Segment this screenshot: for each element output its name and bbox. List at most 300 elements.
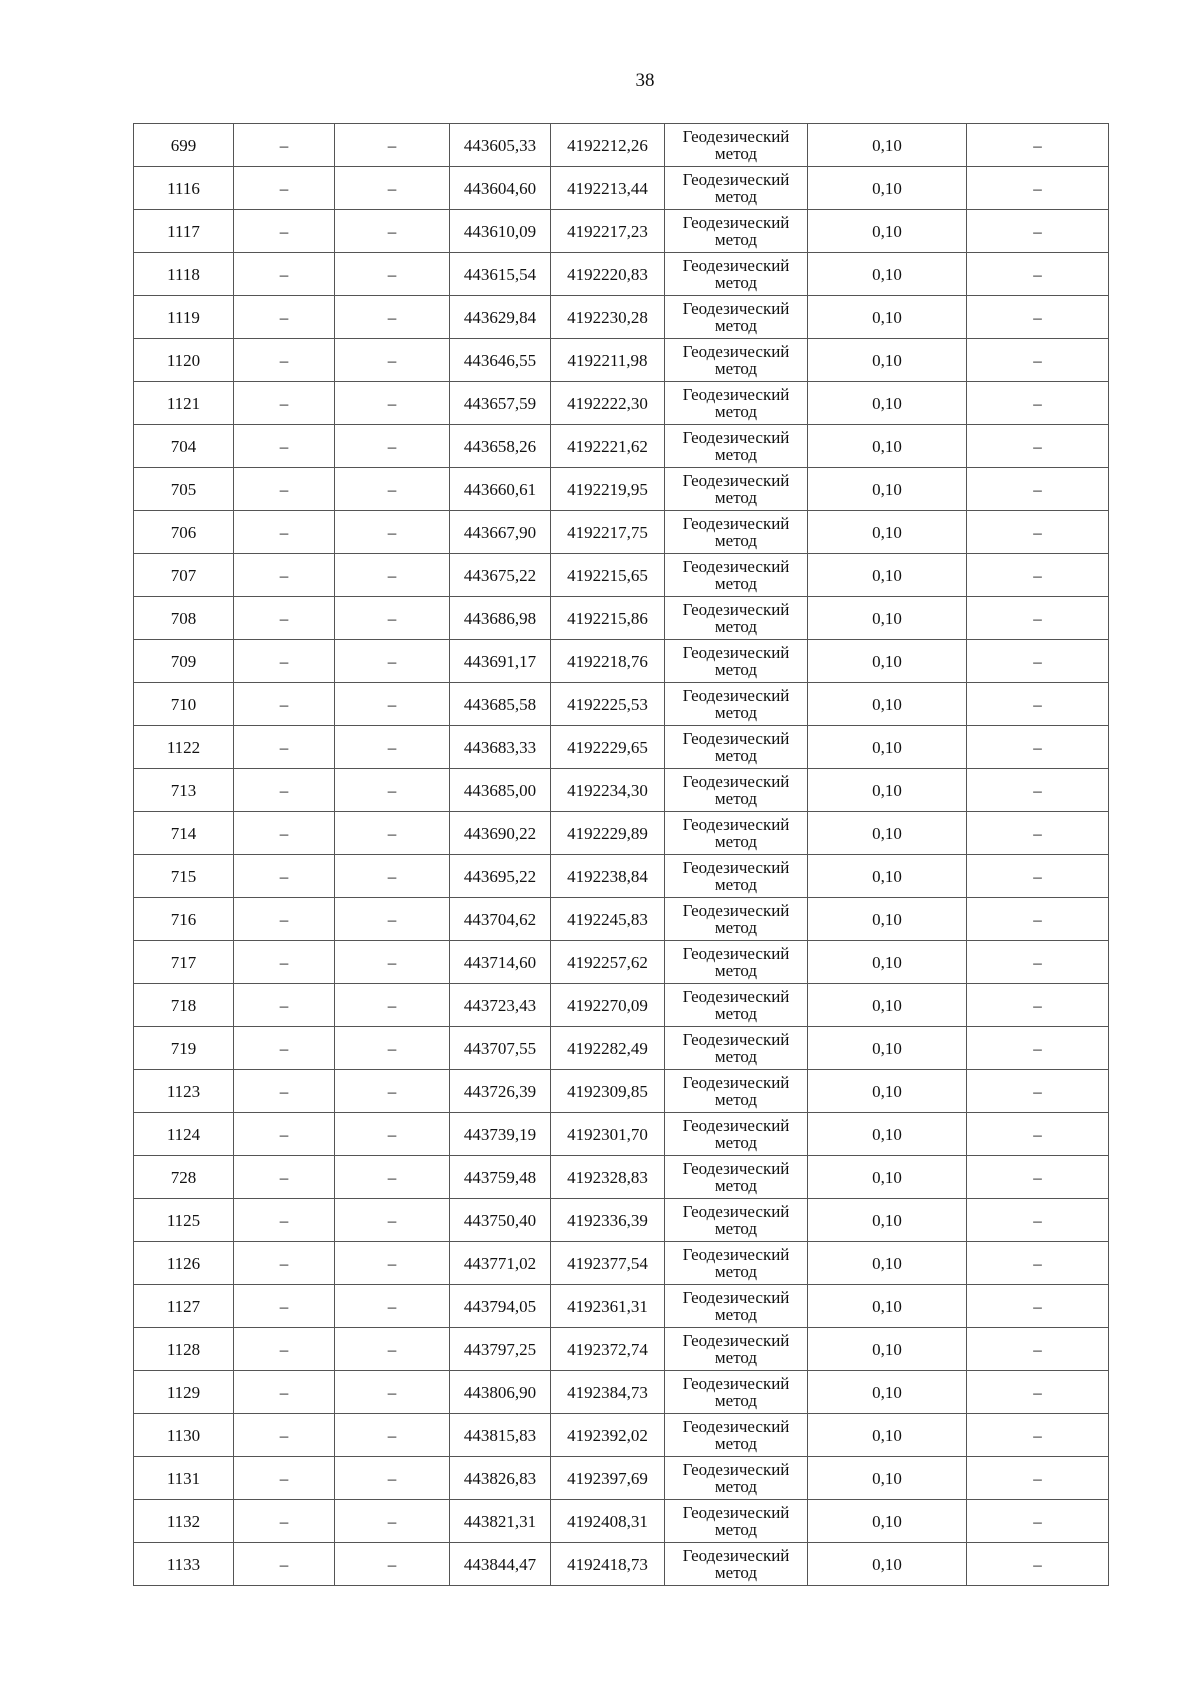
y-coordinate-cell: 4192238,84 bbox=[551, 855, 665, 898]
dash-cell: – bbox=[335, 898, 450, 941]
dash-cell: – bbox=[335, 124, 450, 167]
dash-cell: – bbox=[234, 1199, 335, 1242]
method-line-1: Геодезический bbox=[682, 1374, 790, 1393]
table-row bbox=[134, 1113, 1109, 1156]
method-cell bbox=[665, 1242, 808, 1285]
dash-cell: – bbox=[335, 769, 450, 812]
dash-cell: – bbox=[967, 296, 1109, 339]
dash-cell: – bbox=[335, 1156, 450, 1199]
method-line-1: Геодезический bbox=[682, 1073, 790, 1092]
method-cell bbox=[665, 425, 808, 468]
table-row bbox=[134, 468, 1109, 511]
table-row bbox=[134, 1156, 1109, 1199]
y-coordinate-cell: 4192336,39 bbox=[551, 1199, 665, 1242]
method-line-1: Геодезический bbox=[682, 213, 790, 232]
method-cell bbox=[665, 941, 808, 984]
x-coordinate-cell: 443660,61 bbox=[450, 468, 551, 511]
table-row bbox=[134, 339, 1109, 382]
method-cell bbox=[665, 511, 808, 554]
method-line-1: Геодезический bbox=[682, 944, 790, 963]
table-row bbox=[134, 1371, 1109, 1414]
accuracy-cell: 0,10 bbox=[808, 1285, 967, 1328]
dash-cell: – bbox=[335, 941, 450, 984]
dash-cell: – bbox=[967, 554, 1109, 597]
y-coordinate-cell: 4192222,30 bbox=[551, 382, 665, 425]
method-line-1: Геодезический bbox=[682, 729, 790, 748]
dash-cell: – bbox=[335, 1500, 450, 1543]
x-coordinate-cell: 443759,48 bbox=[450, 1156, 551, 1199]
y-coordinate-cell: 4192215,86 bbox=[551, 597, 665, 640]
method-line-1: Геодезический bbox=[682, 643, 790, 662]
y-coordinate-cell: 4192234,30 bbox=[551, 769, 665, 812]
accuracy-cell: 0,10 bbox=[808, 1027, 967, 1070]
dash-cell: – bbox=[335, 1328, 450, 1371]
dash-cell: – bbox=[234, 1457, 335, 1500]
dash-cell: – bbox=[967, 339, 1109, 382]
method-line-1: Геодезический bbox=[682, 1116, 790, 1135]
method-line-2: метод bbox=[714, 746, 758, 765]
point-number-cell: 1123 bbox=[134, 1070, 234, 1113]
x-coordinate-cell: 443797,25 bbox=[450, 1328, 551, 1371]
method-line-1: Геодезический bbox=[682, 1288, 790, 1307]
point-number-cell: 1118 bbox=[134, 253, 234, 296]
method-line-2: метод bbox=[714, 1219, 758, 1238]
y-coordinate-cell: 4192257,62 bbox=[551, 941, 665, 984]
method-cell bbox=[665, 1543, 808, 1586]
method-line-1: Геодезический bbox=[682, 299, 790, 318]
method-line-1: Геодезический bbox=[682, 1546, 790, 1565]
method-line-2: метод bbox=[714, 1090, 758, 1109]
method-line-2: метод bbox=[714, 1348, 758, 1367]
method-line-1: Геодезический bbox=[682, 1202, 790, 1221]
accuracy-cell: 0,10 bbox=[808, 898, 967, 941]
x-coordinate-cell: 443683,33 bbox=[450, 726, 551, 769]
accuracy-cell: 0,10 bbox=[808, 1414, 967, 1457]
x-coordinate-cell: 443615,54 bbox=[450, 253, 551, 296]
dash-cell: – bbox=[335, 253, 450, 296]
accuracy-cell: 0,10 bbox=[808, 812, 967, 855]
point-number-cell: 1126 bbox=[134, 1242, 234, 1285]
method-line-2: метод bbox=[714, 703, 758, 722]
dash-cell: – bbox=[335, 1199, 450, 1242]
point-number-cell: 715 bbox=[134, 855, 234, 898]
dash-cell: – bbox=[335, 468, 450, 511]
dash-cell: – bbox=[967, 511, 1109, 554]
table-row bbox=[134, 640, 1109, 683]
accuracy-cell: 0,10 bbox=[808, 1371, 967, 1414]
dash-cell: – bbox=[967, 1371, 1109, 1414]
dash-cell: – bbox=[335, 425, 450, 468]
accuracy-cell: 0,10 bbox=[808, 1156, 967, 1199]
y-coordinate-cell: 4192309,85 bbox=[551, 1070, 665, 1113]
method-cell bbox=[665, 1457, 808, 1500]
method-line-2: метод bbox=[714, 1391, 758, 1410]
method-line-1: Геодезический bbox=[682, 514, 790, 533]
y-coordinate-cell: 4192270,09 bbox=[551, 984, 665, 1027]
method-cell bbox=[665, 1371, 808, 1414]
dash-cell: – bbox=[967, 1156, 1109, 1199]
accuracy-cell: 0,10 bbox=[808, 683, 967, 726]
method-cell bbox=[665, 898, 808, 941]
method-line-1: Геодезический bbox=[682, 1159, 790, 1178]
accuracy-cell: 0,10 bbox=[808, 339, 967, 382]
x-coordinate-cell: 443771,02 bbox=[450, 1242, 551, 1285]
method-line-2: метод bbox=[714, 445, 758, 464]
method-line-2: метод bbox=[714, 574, 758, 593]
accuracy-cell: 0,10 bbox=[808, 769, 967, 812]
point-number-cell: 1132 bbox=[134, 1500, 234, 1543]
accuracy-cell: 0,10 bbox=[808, 597, 967, 640]
x-coordinate-cell: 443604,60 bbox=[450, 167, 551, 210]
method-line-1: Геодезический bbox=[682, 772, 790, 791]
table-row bbox=[134, 1070, 1109, 1113]
y-coordinate-cell: 4192372,74 bbox=[551, 1328, 665, 1371]
method-line-2: метод bbox=[714, 660, 758, 679]
point-number-cell: 1121 bbox=[134, 382, 234, 425]
table-row bbox=[134, 1199, 1109, 1242]
dash-cell: – bbox=[234, 253, 335, 296]
dash-cell: – bbox=[234, 769, 335, 812]
method-line-2: метод bbox=[714, 531, 758, 550]
method-cell bbox=[665, 554, 808, 597]
point-number-cell: 1119 bbox=[134, 296, 234, 339]
dash-cell: – bbox=[234, 1371, 335, 1414]
point-number-cell: 1133 bbox=[134, 1543, 234, 1586]
method-cell bbox=[665, 726, 808, 769]
dash-cell: – bbox=[335, 597, 450, 640]
accuracy-cell: 0,10 bbox=[808, 726, 967, 769]
point-number-cell: 1129 bbox=[134, 1371, 234, 1414]
method-line-1: Геодезический bbox=[682, 385, 790, 404]
table-row bbox=[134, 812, 1109, 855]
method-cell bbox=[665, 468, 808, 511]
method-line-2: метод bbox=[714, 1047, 758, 1066]
method-cell bbox=[665, 640, 808, 683]
x-coordinate-cell: 443826,83 bbox=[450, 1457, 551, 1500]
method-line-1: Геодезический bbox=[682, 600, 790, 619]
method-cell bbox=[665, 167, 808, 210]
dash-cell: – bbox=[967, 1027, 1109, 1070]
dash-cell: – bbox=[234, 1027, 335, 1070]
accuracy-cell: 0,10 bbox=[808, 554, 967, 597]
table-row bbox=[134, 382, 1109, 425]
y-coordinate-cell: 4192230,28 bbox=[551, 296, 665, 339]
method-line-2: метод bbox=[714, 316, 758, 335]
dash-cell: – bbox=[335, 1242, 450, 1285]
table-row bbox=[134, 1242, 1109, 1285]
dash-cell: – bbox=[967, 769, 1109, 812]
point-number-cell: 1116 bbox=[134, 167, 234, 210]
y-coordinate-cell: 4192218,76 bbox=[551, 640, 665, 683]
table-row bbox=[134, 597, 1109, 640]
dash-cell: – bbox=[967, 1242, 1109, 1285]
dash-cell: – bbox=[234, 210, 335, 253]
dash-cell: – bbox=[234, 1113, 335, 1156]
x-coordinate-cell: 443658,26 bbox=[450, 425, 551, 468]
y-coordinate-cell: 4192213,44 bbox=[551, 167, 665, 210]
x-coordinate-cell: 443714,60 bbox=[450, 941, 551, 984]
dash-cell: – bbox=[967, 253, 1109, 296]
dash-cell: – bbox=[234, 683, 335, 726]
point-number-cell: 719 bbox=[134, 1027, 234, 1070]
point-number-cell: 713 bbox=[134, 769, 234, 812]
x-coordinate-cell: 443646,55 bbox=[450, 339, 551, 382]
x-coordinate-cell: 443610,09 bbox=[450, 210, 551, 253]
page-number: 38 bbox=[635, 70, 655, 91]
dash-cell: – bbox=[234, 1328, 335, 1371]
table-row bbox=[134, 855, 1109, 898]
dash-cell: – bbox=[234, 941, 335, 984]
point-number-cell: 704 bbox=[134, 425, 234, 468]
accuracy-cell: 0,10 bbox=[808, 425, 967, 468]
y-coordinate-cell: 4192392,02 bbox=[551, 1414, 665, 1457]
x-coordinate-cell: 443723,43 bbox=[450, 984, 551, 1027]
table-row bbox=[134, 296, 1109, 339]
dash-cell: – bbox=[967, 812, 1109, 855]
method-line-1: Геодезический bbox=[682, 428, 790, 447]
method-line-2: метод bbox=[714, 488, 758, 507]
accuracy-cell: 0,10 bbox=[808, 640, 967, 683]
x-coordinate-cell: 443685,00 bbox=[450, 769, 551, 812]
dash-cell: – bbox=[335, 1027, 450, 1070]
dash-cell: – bbox=[335, 1285, 450, 1328]
method-line-1: Геодезический bbox=[682, 1245, 790, 1264]
x-coordinate-cell: 443704,62 bbox=[450, 898, 551, 941]
method-cell bbox=[665, 1070, 808, 1113]
dash-cell: – bbox=[234, 1156, 335, 1199]
y-coordinate-cell: 4192361,31 bbox=[551, 1285, 665, 1328]
method-line-2: метод bbox=[714, 1176, 758, 1195]
dash-cell: – bbox=[234, 468, 335, 511]
point-number-cell: 1117 bbox=[134, 210, 234, 253]
dash-cell: – bbox=[335, 1070, 450, 1113]
y-coordinate-cell: 4192211,98 bbox=[551, 339, 665, 382]
dash-cell: – bbox=[234, 1543, 335, 1586]
dash-cell: – bbox=[967, 1543, 1109, 1586]
accuracy-cell: 0,10 bbox=[808, 124, 967, 167]
method-line-2: метод bbox=[714, 1520, 758, 1539]
y-coordinate-cell: 4192301,70 bbox=[551, 1113, 665, 1156]
method-line-2: метод bbox=[714, 230, 758, 249]
y-coordinate-cell: 4192212,26 bbox=[551, 124, 665, 167]
dash-cell: – bbox=[967, 124, 1109, 167]
method-line-2: метод bbox=[714, 187, 758, 206]
y-coordinate-cell: 4192225,53 bbox=[551, 683, 665, 726]
dash-cell: – bbox=[967, 898, 1109, 941]
dash-cell: – bbox=[967, 167, 1109, 210]
dash-cell: – bbox=[335, 812, 450, 855]
y-coordinate-cell: 4192282,49 bbox=[551, 1027, 665, 1070]
y-coordinate-cell: 4192408,31 bbox=[551, 1500, 665, 1543]
point-number-cell: 1131 bbox=[134, 1457, 234, 1500]
dash-cell: – bbox=[967, 984, 1109, 1027]
dash-cell: – bbox=[335, 296, 450, 339]
x-coordinate-cell: 443686,98 bbox=[450, 597, 551, 640]
dash-cell: – bbox=[967, 1500, 1109, 1543]
point-number-cell: 1127 bbox=[134, 1285, 234, 1328]
point-number-cell: 728 bbox=[134, 1156, 234, 1199]
dash-cell: – bbox=[234, 898, 335, 941]
dash-cell: – bbox=[234, 382, 335, 425]
method-line-1: Геодезический bbox=[682, 471, 790, 490]
method-line-1: Геодезический bbox=[682, 1460, 790, 1479]
accuracy-cell: 0,10 bbox=[808, 210, 967, 253]
table-row bbox=[134, 425, 1109, 468]
method-cell bbox=[665, 1285, 808, 1328]
table-row bbox=[134, 1500, 1109, 1543]
x-coordinate-cell: 443675,22 bbox=[450, 554, 551, 597]
dash-cell: – bbox=[335, 167, 450, 210]
table-row bbox=[134, 1543, 1109, 1586]
dash-cell: – bbox=[967, 1199, 1109, 1242]
x-coordinate-cell: 443605,33 bbox=[450, 124, 551, 167]
x-coordinate-cell: 443691,17 bbox=[450, 640, 551, 683]
table-row bbox=[134, 124, 1109, 167]
table-row bbox=[134, 984, 1109, 1027]
dash-cell: – bbox=[234, 124, 335, 167]
method-line-2: метод bbox=[714, 1004, 758, 1023]
dash-cell: – bbox=[967, 1285, 1109, 1328]
method-cell bbox=[665, 984, 808, 1027]
method-cell bbox=[665, 597, 808, 640]
accuracy-cell: 0,10 bbox=[808, 468, 967, 511]
table-row bbox=[134, 683, 1109, 726]
dash-cell: – bbox=[335, 1113, 450, 1156]
accuracy-cell: 0,10 bbox=[808, 1328, 967, 1371]
point-number-cell: 709 bbox=[134, 640, 234, 683]
method-cell bbox=[665, 855, 808, 898]
dash-cell: – bbox=[967, 640, 1109, 683]
dash-cell: – bbox=[335, 1543, 450, 1586]
x-coordinate-cell: 443726,39 bbox=[450, 1070, 551, 1113]
table-row bbox=[134, 769, 1109, 812]
dash-cell: – bbox=[335, 1371, 450, 1414]
accuracy-cell: 0,10 bbox=[808, 167, 967, 210]
x-coordinate-cell: 443707,55 bbox=[450, 1027, 551, 1070]
dash-cell: – bbox=[967, 1070, 1109, 1113]
y-coordinate-cell: 4192219,95 bbox=[551, 468, 665, 511]
method-cell bbox=[665, 1199, 808, 1242]
dash-cell: – bbox=[234, 1500, 335, 1543]
dash-cell: – bbox=[335, 382, 450, 425]
method-cell bbox=[665, 1328, 808, 1371]
dash-cell: – bbox=[335, 640, 450, 683]
y-coordinate-cell: 4192217,23 bbox=[551, 210, 665, 253]
table-row bbox=[134, 1027, 1109, 1070]
x-coordinate-cell: 443629,84 bbox=[450, 296, 551, 339]
method-line-1: Геодезический bbox=[682, 1503, 790, 1522]
dash-cell: – bbox=[234, 339, 335, 382]
method-cell bbox=[665, 1156, 808, 1199]
dash-cell: – bbox=[335, 683, 450, 726]
point-number-cell: 1130 bbox=[134, 1414, 234, 1457]
dash-cell: – bbox=[967, 1457, 1109, 1500]
accuracy-cell: 0,10 bbox=[808, 1242, 967, 1285]
dash-cell: – bbox=[335, 210, 450, 253]
table-row bbox=[134, 726, 1109, 769]
method-line-1: Геодезический bbox=[682, 1417, 790, 1436]
accuracy-cell: 0,10 bbox=[808, 511, 967, 554]
dash-cell: – bbox=[335, 1414, 450, 1457]
x-coordinate-cell: 443844,47 bbox=[450, 1543, 551, 1586]
y-coordinate-cell: 4192229,65 bbox=[551, 726, 665, 769]
table-row bbox=[134, 167, 1109, 210]
point-number-cell: 707 bbox=[134, 554, 234, 597]
method-cell bbox=[665, 769, 808, 812]
method-cell bbox=[665, 124, 808, 167]
method-line-2: метод bbox=[714, 1434, 758, 1453]
y-coordinate-cell: 4192217,75 bbox=[551, 511, 665, 554]
method-cell bbox=[665, 210, 808, 253]
method-cell bbox=[665, 339, 808, 382]
point-number-cell: 710 bbox=[134, 683, 234, 726]
method-line-1: Геодезический bbox=[682, 170, 790, 189]
y-coordinate-cell: 4192245,83 bbox=[551, 898, 665, 941]
table-row bbox=[134, 554, 1109, 597]
table-body bbox=[134, 124, 1109, 1586]
accuracy-cell: 0,10 bbox=[808, 1457, 967, 1500]
method-line-1: Геодезический bbox=[682, 858, 790, 877]
accuracy-cell: 0,10 bbox=[808, 984, 967, 1027]
dash-cell: – bbox=[967, 855, 1109, 898]
method-line-2: метод bbox=[714, 617, 758, 636]
x-coordinate-cell: 443685,58 bbox=[450, 683, 551, 726]
y-coordinate-cell: 4192328,83 bbox=[551, 1156, 665, 1199]
y-coordinate-cell: 4192384,73 bbox=[551, 1371, 665, 1414]
point-number-cell: 1124 bbox=[134, 1113, 234, 1156]
method-line-1: Геодезический bbox=[682, 815, 790, 834]
x-coordinate-cell: 443750,40 bbox=[450, 1199, 551, 1242]
dash-cell: – bbox=[335, 726, 450, 769]
x-coordinate-cell: 443821,31 bbox=[450, 1500, 551, 1543]
dash-cell: – bbox=[967, 683, 1109, 726]
method-line-1: Геодезический bbox=[682, 342, 790, 361]
method-line-1: Геодезический bbox=[682, 987, 790, 1006]
method-cell bbox=[665, 253, 808, 296]
method-line-2: метод bbox=[714, 1305, 758, 1324]
dash-cell: – bbox=[335, 339, 450, 382]
method-line-2: метод bbox=[714, 918, 758, 937]
method-cell bbox=[665, 1027, 808, 1070]
method-line-2: метод bbox=[714, 789, 758, 808]
dash-cell: – bbox=[234, 425, 335, 468]
method-cell bbox=[665, 1113, 808, 1156]
dash-cell: – bbox=[335, 1457, 450, 1500]
dash-cell: – bbox=[234, 554, 335, 597]
x-coordinate-cell: 443657,59 bbox=[450, 382, 551, 425]
dash-cell: – bbox=[234, 511, 335, 554]
dash-cell: – bbox=[234, 1242, 335, 1285]
point-number-cell: 714 bbox=[134, 812, 234, 855]
y-coordinate-cell: 4192220,83 bbox=[551, 253, 665, 296]
point-number-cell: 718 bbox=[134, 984, 234, 1027]
y-coordinate-cell: 4192229,89 bbox=[551, 812, 665, 855]
table-row bbox=[134, 253, 1109, 296]
dash-cell: – bbox=[967, 1113, 1109, 1156]
accuracy-cell: 0,10 bbox=[808, 855, 967, 898]
method-cell bbox=[665, 382, 808, 425]
y-coordinate-cell: 4192377,54 bbox=[551, 1242, 665, 1285]
dash-cell: – bbox=[967, 382, 1109, 425]
dash-cell: – bbox=[234, 1414, 335, 1457]
method-cell bbox=[665, 296, 808, 339]
dash-cell: – bbox=[967, 468, 1109, 511]
x-coordinate-cell: 443815,83 bbox=[450, 1414, 551, 1457]
point-number-cell: 1122 bbox=[134, 726, 234, 769]
x-coordinate-cell: 443667,90 bbox=[450, 511, 551, 554]
accuracy-cell: 0,10 bbox=[808, 382, 967, 425]
method-line-2: метод bbox=[714, 961, 758, 980]
